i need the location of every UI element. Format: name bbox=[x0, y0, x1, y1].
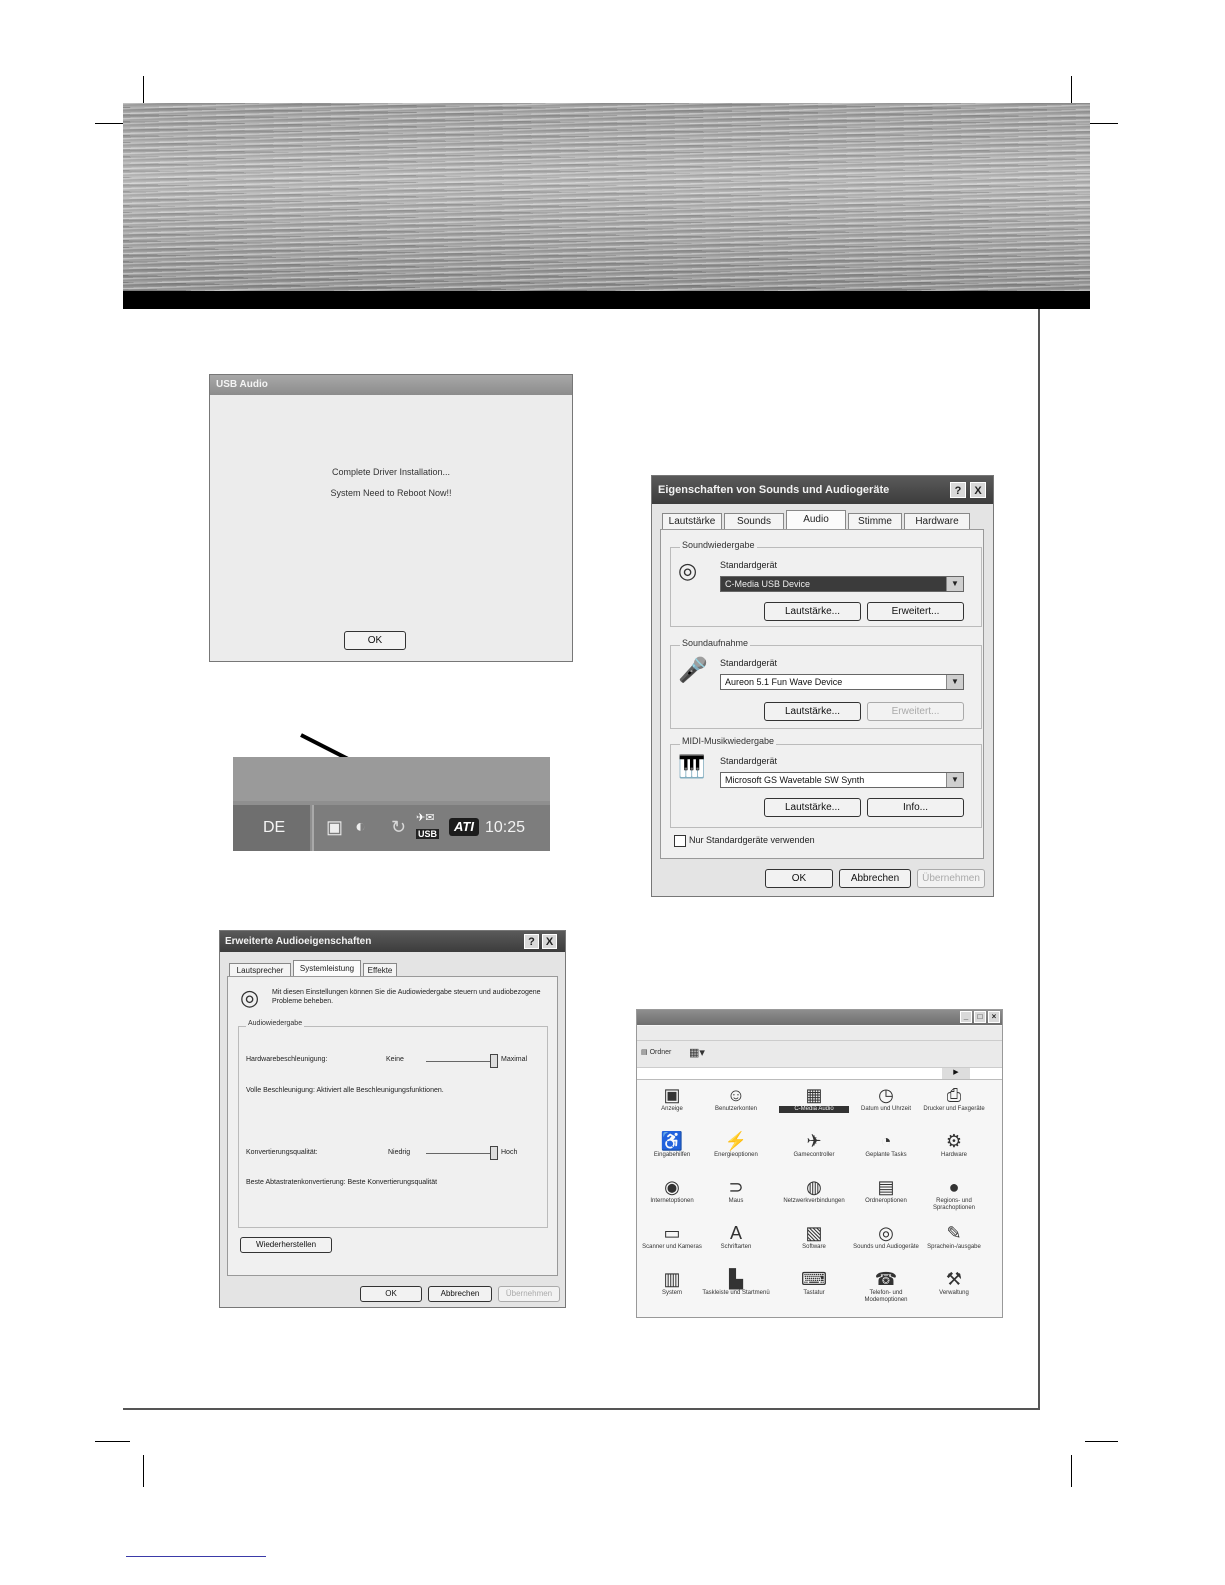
usb-audio-tray-icon[interactable] bbox=[416, 813, 446, 843]
control-panel-item-label: Benutzerkonten bbox=[714, 1106, 758, 1112]
control-panel-item-label: Ordneroptionen bbox=[865, 1198, 907, 1204]
control-panel-item[interactable] bbox=[637, 1130, 707, 1159]
control-panel-item[interactable] bbox=[637, 1268, 707, 1297]
playback-advanced-button[interactable]: Erweitert... bbox=[867, 602, 964, 621]
control-panel-item-label: Taskleiste und Startmenü bbox=[702, 1290, 770, 1296]
control-panel-item[interactable] bbox=[851, 1130, 921, 1159]
globe-icon: ● bbox=[948, 1177, 960, 1197]
midi-info-button[interactable]: Info... bbox=[867, 798, 964, 817]
recording-device-value: Aureon 5.1 Fun Wave Device bbox=[725, 677, 843, 687]
chevron-down-icon: ▼ bbox=[946, 773, 963, 787]
taskbar-top-strip bbox=[233, 757, 550, 801]
usb-audio-dialog bbox=[209, 374, 573, 662]
control-panel-item-label: Energieoptionen bbox=[714, 1152, 758, 1158]
control-panel-item-label: Sounds und Audiogeräte bbox=[853, 1244, 919, 1250]
internet-icon: ◉ bbox=[664, 1177, 680, 1197]
sr-quality-slider[interactable] bbox=[490, 1146, 498, 1160]
control-panel-item[interactable] bbox=[701, 1268, 771, 1297]
hw-accel-max: Maximal bbox=[501, 1056, 528, 1063]
midi-device-value: Microsoft GS Wavetable SW Synth bbox=[725, 775, 865, 785]
recording-device-select[interactable] bbox=[720, 674, 964, 690]
ati-label: ATI bbox=[454, 819, 474, 834]
control-panel-item-label: Regions- und Sprachoptionen bbox=[932, 1198, 976, 1211]
control-panel-item-label: Internetoptionen bbox=[650, 1198, 694, 1204]
ok-button[interactable]: OK bbox=[360, 1286, 422, 1302]
control-panel-titlebar bbox=[637, 1010, 1002, 1025]
tab-sounds[interactable]: Sounds bbox=[724, 513, 784, 530]
usb-audio-message-1: Complete Driver Installation... bbox=[331, 467, 451, 477]
control-panel-item[interactable] bbox=[851, 1176, 921, 1205]
tasks-icon: ◔ bbox=[880, 1131, 892, 1151]
bottom-rule bbox=[123, 1408, 1040, 1410]
usb-badge: USB bbox=[418, 829, 438, 839]
control-panel-item-label: Netzwerkverbindungen bbox=[783, 1198, 845, 1204]
tab-lautstaerke[interactable]: Lautstärke bbox=[662, 513, 722, 530]
control-panel-item-label: Verwaltung bbox=[939, 1290, 969, 1296]
folders-button-label: Ordner bbox=[649, 1049, 672, 1056]
admin-icon: ⚒ bbox=[945, 1269, 963, 1289]
taskbar-clock[interactable]: 10:25 bbox=[485, 819, 526, 836]
control-panel-item[interactable] bbox=[851, 1222, 921, 1251]
display-icon: ▣ bbox=[663, 1085, 681, 1105]
clock-icon: ◷ bbox=[878, 1085, 894, 1105]
views-button[interactable]: ▦▾ bbox=[689, 1047, 705, 1059]
phone-icon: ☎ bbox=[874, 1269, 898, 1289]
taskbar-icon: ▙ bbox=[729, 1269, 743, 1289]
usb-audio-message-2: System Need to Reboot Now!! bbox=[330, 488, 452, 498]
crop-mark bbox=[1085, 1441, 1118, 1442]
control-panel-item[interactable] bbox=[701, 1176, 771, 1205]
control-panel-item[interactable] bbox=[919, 1268, 989, 1297]
control-panel-item[interactable] bbox=[919, 1222, 989, 1251]
midi-group-label: MIDI-Musikwiedergabe bbox=[682, 736, 775, 746]
control-panel-item-label: C-Media Audio bbox=[779, 1106, 849, 1113]
control-panel-item[interactable] bbox=[637, 1176, 707, 1205]
control-panel-item-label: Tastatur bbox=[803, 1290, 825, 1296]
language-indicator[interactable]: DE bbox=[263, 819, 286, 836]
sr-quality-max: Hoch bbox=[501, 1149, 518, 1156]
control-panel-item-label: Telefon- und Modemoptionen bbox=[864, 1290, 908, 1303]
control-panel-item-label: Eingabehilfen bbox=[653, 1152, 691, 1158]
tab-systemleistung[interactable]: Systemleistung bbox=[293, 960, 361, 977]
ok-button[interactable]: OK bbox=[765, 869, 833, 888]
tab-audio[interactable]: Audio bbox=[786, 510, 846, 530]
playback-group-label: Soundwiedergabe bbox=[682, 540, 755, 550]
control-panel-item-label: Gamecontroller bbox=[793, 1152, 835, 1158]
icon-area bbox=[637, 1080, 1002, 1318]
right-rule bbox=[1038, 309, 1040, 1410]
crop-mark bbox=[1071, 1455, 1072, 1487]
recording-group-label: Soundaufnahme bbox=[682, 638, 749, 648]
midi-keyboard-icon: 🎹 bbox=[678, 754, 706, 779]
speaker-icon: ◎ bbox=[678, 558, 698, 583]
crop-mark bbox=[95, 1441, 130, 1442]
hw-accel-label: Hardwarebeschleunigung: bbox=[246, 1056, 328, 1063]
sound-properties-titlebar bbox=[652, 476, 993, 504]
folder-icon: ▤ bbox=[877, 1177, 895, 1197]
close-button[interactable]: X bbox=[542, 934, 557, 949]
recording-volume-button[interactable]: Lautstärke... bbox=[764, 702, 861, 721]
control-panel-item[interactable] bbox=[779, 1130, 849, 1159]
control-panel-item-label: Datum und Uhrzeit bbox=[860, 1106, 912, 1112]
control-panel-item-label: Scanner und Kameras bbox=[642, 1244, 702, 1250]
control-panel-item[interactable] bbox=[779, 1084, 849, 1113]
microphone-icon: 🎤 bbox=[678, 657, 708, 684]
taskbar-tray bbox=[233, 757, 550, 851]
default-devices-label: Nur Standardgeräte verwenden bbox=[689, 835, 815, 845]
hardware-icon: ⚙ bbox=[945, 1131, 963, 1151]
users-icon: ☺ bbox=[726, 1085, 746, 1105]
folder-icon: ▤ bbox=[641, 1049, 648, 1056]
apply-button[interactable]: Übernehmen bbox=[498, 1286, 560, 1302]
advanced-description: Mit diesen Einstellungen können Sie die Audiowiedergabe steuern und audiobezogene Probleme beheben. bbox=[272, 989, 541, 1005]
control-panel-item-label: Sprachein-/ausgabe bbox=[927, 1244, 981, 1250]
control-panel-item[interactable] bbox=[637, 1084, 707, 1113]
sound-properties-title: Eigenschaften von Sounds und Audiogeräte bbox=[658, 484, 890, 496]
keyboard-icon: ⌨ bbox=[801, 1269, 827, 1289]
close-button[interactable]: × bbox=[988, 1011, 1000, 1023]
ati-tray-icon[interactable] bbox=[449, 818, 479, 836]
sr-quality-track bbox=[426, 1153, 494, 1154]
control-panel-item[interactable] bbox=[779, 1222, 849, 1251]
footer-line bbox=[126, 1556, 266, 1557]
network-tray-icon[interactable]: ▣ bbox=[326, 817, 344, 837]
control-panel-item-label: Software bbox=[802, 1244, 826, 1250]
control-panel-item[interactable] bbox=[701, 1222, 771, 1251]
hw-accel-track bbox=[426, 1061, 494, 1062]
playback-device-value: C-Media USB Device bbox=[725, 579, 811, 589]
playback-device-select[interactable] bbox=[720, 576, 964, 592]
control-panel-item[interactable] bbox=[701, 1130, 771, 1159]
header-bar bbox=[123, 291, 1090, 309]
restore-defaults-button[interactable]: Wiederherstellen bbox=[240, 1237, 332, 1253]
close-button[interactable]: X bbox=[970, 482, 986, 498]
fonts-icon: A bbox=[729, 1223, 742, 1243]
control-panel-item[interactable] bbox=[701, 1084, 771, 1113]
playback-device-label: Standardgerät bbox=[720, 560, 778, 570]
help-button[interactable]: ? bbox=[524, 934, 539, 949]
cancel-button[interactable]: Abbrechen bbox=[428, 1286, 492, 1302]
advanced-audio-titlebar bbox=[220, 931, 565, 952]
control-panel-item[interactable] bbox=[779, 1176, 849, 1205]
control-panel-item-label: Anzeige bbox=[661, 1106, 683, 1112]
gamepad-icon: ✈ bbox=[806, 1131, 822, 1151]
cmedia-icon: ▦ bbox=[805, 1085, 823, 1105]
control-panel-item[interactable] bbox=[919, 1084, 989, 1113]
sr-quality-label: Konvertierungsqualität: bbox=[246, 1149, 318, 1156]
chevron-down-icon: ▼ bbox=[946, 675, 963, 689]
control-panel-item[interactable] bbox=[851, 1268, 921, 1304]
printer-icon: ⎙ bbox=[946, 1085, 962, 1105]
control-panel-item-label: Hardware bbox=[940, 1152, 967, 1158]
usb-audio-title: USB Audio bbox=[216, 379, 268, 390]
software-icon: ▧ bbox=[805, 1223, 823, 1243]
cancel-button[interactable]: Abbrechen bbox=[839, 869, 911, 888]
playback-volume-button[interactable]: Lautstärke... bbox=[764, 602, 861, 621]
hw-accel-min: Keine bbox=[386, 1056, 404, 1063]
tab-hardware[interactable]: Hardware bbox=[904, 513, 970, 530]
mouse-icon: ⊃ bbox=[728, 1177, 744, 1197]
control-panel-item-label: System bbox=[661, 1290, 682, 1296]
tab-effekte[interactable]: Effekte bbox=[363, 963, 397, 977]
apply-button[interactable]: Übernehmen bbox=[917, 869, 985, 888]
accessibility-icon: ♿ bbox=[660, 1131, 684, 1151]
control-panel-item-label: Geplante Tasks bbox=[865, 1152, 907, 1158]
default-devices-checkbox[interactable] bbox=[674, 835, 686, 847]
control-panel-item[interactable] bbox=[637, 1222, 707, 1251]
control-panel-item[interactable] bbox=[851, 1084, 921, 1113]
midi-device-label: Standardgerät bbox=[720, 756, 778, 766]
control-panel-item[interactable] bbox=[779, 1268, 849, 1297]
usb-audio-titlebar bbox=[210, 375, 572, 395]
usb-audio-tray-glyph: ✈✉ bbox=[416, 812, 435, 824]
hw-accel-slider[interactable] bbox=[490, 1054, 498, 1068]
header-banner bbox=[123, 103, 1090, 291]
usb-audio-ok-button[interactable]: OK bbox=[344, 631, 406, 650]
go-button[interactable]: ▶ bbox=[942, 1068, 970, 1079]
crop-mark bbox=[143, 1455, 144, 1487]
power-icon: ⚡ bbox=[724, 1131, 748, 1151]
system-icon: ▥ bbox=[663, 1269, 681, 1289]
speaker-icon: ◎ bbox=[240, 985, 260, 1010]
sr-quality-description: Beste Abtastratenkonvertierung: Beste Konvertierungsqualität bbox=[246, 1179, 438, 1186]
scanner-icon: ▭ bbox=[663, 1223, 681, 1243]
hw-accel-description: Volle Beschleunigung: Aktiviert alle Beschleunigungsfunktionen. bbox=[246, 1087, 444, 1094]
sound-properties-dialog bbox=[651, 475, 994, 897]
network-icon: ◍ bbox=[806, 1177, 822, 1197]
menu-bar bbox=[637, 1026, 1002, 1041]
folders-button[interactable] bbox=[641, 1048, 671, 1060]
chevron-down-icon: ▼ bbox=[946, 577, 963, 591]
control-panel-item-label: Schriftarten bbox=[720, 1244, 752, 1250]
control-panel-item-label: Drucker und Faxgeräte bbox=[923, 1106, 985, 1112]
help-button[interactable]: ? bbox=[950, 482, 966, 498]
recording-advanced-button[interactable]: Erweitert... bbox=[867, 702, 964, 721]
sr-quality-min: Niedrig bbox=[388, 1149, 411, 1156]
speech-icon: ✎ bbox=[946, 1223, 962, 1243]
audio-playback-group-label: Audiowiedergabe bbox=[248, 1020, 303, 1027]
tab-lautsprecher[interactable]: Lautsprecher bbox=[229, 963, 291, 977]
volume-tray-icon[interactable]: ◐ bbox=[355, 816, 366, 836]
midi-volume-button[interactable]: Lautstärke... bbox=[764, 798, 861, 817]
refresh-tray-icon[interactable]: ↻ bbox=[391, 817, 407, 837]
sound-icon: ◎ bbox=[878, 1223, 894, 1243]
minimize-button[interactable]: _ bbox=[960, 1011, 972, 1023]
midi-device-select[interactable] bbox=[720, 772, 964, 788]
recording-device-label: Standardgerät bbox=[720, 658, 778, 668]
advanced-audio-title: Erweiterte Audioeigenschaften bbox=[225, 936, 372, 947]
tab-stimme[interactable]: Stimme bbox=[848, 513, 902, 530]
maximize-button[interactable]: □ bbox=[974, 1011, 986, 1023]
control-panel-item[interactable] bbox=[919, 1176, 989, 1212]
control-panel-item[interactable] bbox=[919, 1130, 989, 1159]
control-panel-window bbox=[636, 1009, 1003, 1318]
advanced-audio-dialog bbox=[219, 930, 566, 1308]
control-panel-item-label: Maus bbox=[728, 1198, 744, 1204]
